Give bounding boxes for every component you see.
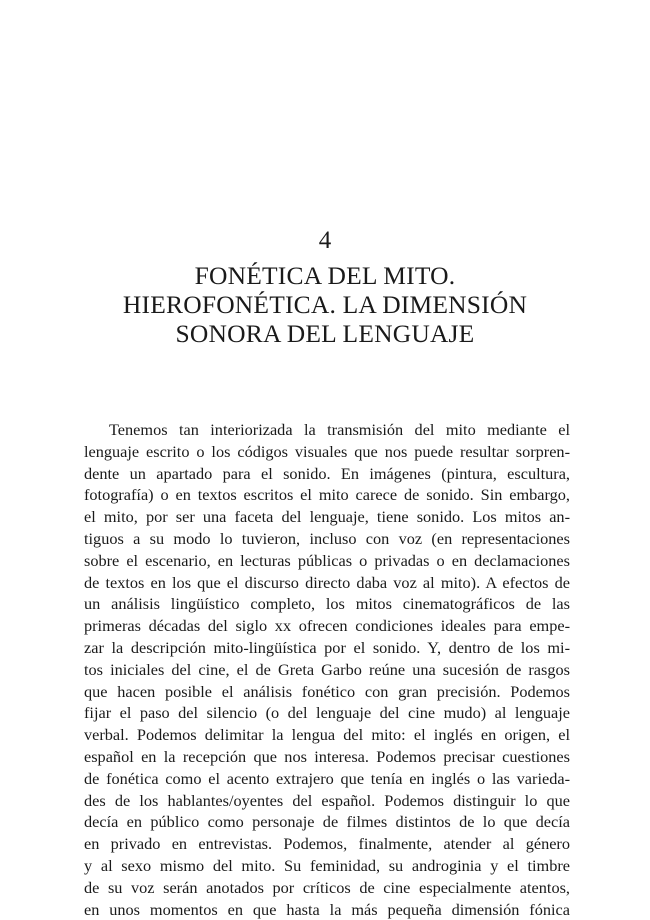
body-line: zar la descripción mito-lingüística por el sonido. Y, dentro de los mi- (84, 637, 570, 657)
body-line: primeras décadas del siglo xx ofrecen condiciones ideales para empe- (84, 616, 570, 636)
body-line: fijar el paso del silencio (o del lenguaje del cine mudo) al lenguaje (84, 703, 570, 723)
body-line: fotografía) o en textos escritos el mito carece de sonido. Sin embargo, (84, 485, 570, 505)
body-line: español en la recepción que nos interesa. Podemos precisar cuestiones (84, 746, 570, 766)
body-line: el mito, por ser una faceta del lenguaje, tiene sonido. Los mitos an- (84, 507, 570, 527)
body-line: sobre el escenario, en lecturas públicas o privadas o en declamaciones (84, 550, 570, 570)
body-line: lenguaje escrito o los códigos visuales que nos puede resultar sorpren- (84, 441, 570, 461)
chapter-title-line: SONORA DEL LENGUAJE (175, 319, 475, 348)
body-line: tos iniciales del cine, el de Greta Garbo reúne una sucesión de rasgos (84, 659, 570, 679)
chapter-title (40, 261, 610, 348)
body-line: dente un apartado para el sonido. En imágenes (pintura, escultura, (84, 463, 570, 483)
chapter-number: 4 (318, 227, 332, 254)
body-line: de fonética como el acento extrajero que tenía en inglés o las varieda- (84, 768, 570, 788)
body-line: y al sexo mismo del mito. Su feminidad, su androginia y el timbre (84, 855, 570, 875)
body-line: tiguos a su modo lo tuvieron, incluso con voz (en representaciones (84, 528, 570, 548)
chapter-title-line: HIEROFONÉTICA. LA DIMENSIÓN (122, 290, 528, 319)
body-line: un análisis lingüístico completo, los mitos cinematográficos de las (84, 594, 570, 614)
chapter-title-line: FONÉTICA DEL MITO. (194, 261, 456, 290)
body-line: en unos momentos en que hasta la más pequeña dimensión fónica (84, 899, 570, 919)
body-line: de su voz serán anotados por críticos de cine especialmente atentos, (84, 877, 570, 897)
body-line: decía en público como personaje de filmes distintos de lo que decía (84, 812, 570, 832)
body-line: que hacen posible el análisis fonético con gran precisión. Podemos (84, 681, 570, 701)
body-paragraph (84, 419, 570, 920)
body-line: de textos en los que el discurso directo daba voz al mito). A efectos de (84, 572, 570, 592)
body-line: Tenemos tan interiorizada la transmisión del mito mediante el (109, 420, 570, 439)
body-line: en privado en entrevistas. Podemos, finalmente, atender al género (84, 834, 570, 854)
body-line: verbal. Podemos delimitar la lengua del mito: el inglés en origen, el (84, 725, 570, 745)
body-line: des de los hablantes/oyentes del español. Podemos distinguir lo que (84, 790, 570, 810)
